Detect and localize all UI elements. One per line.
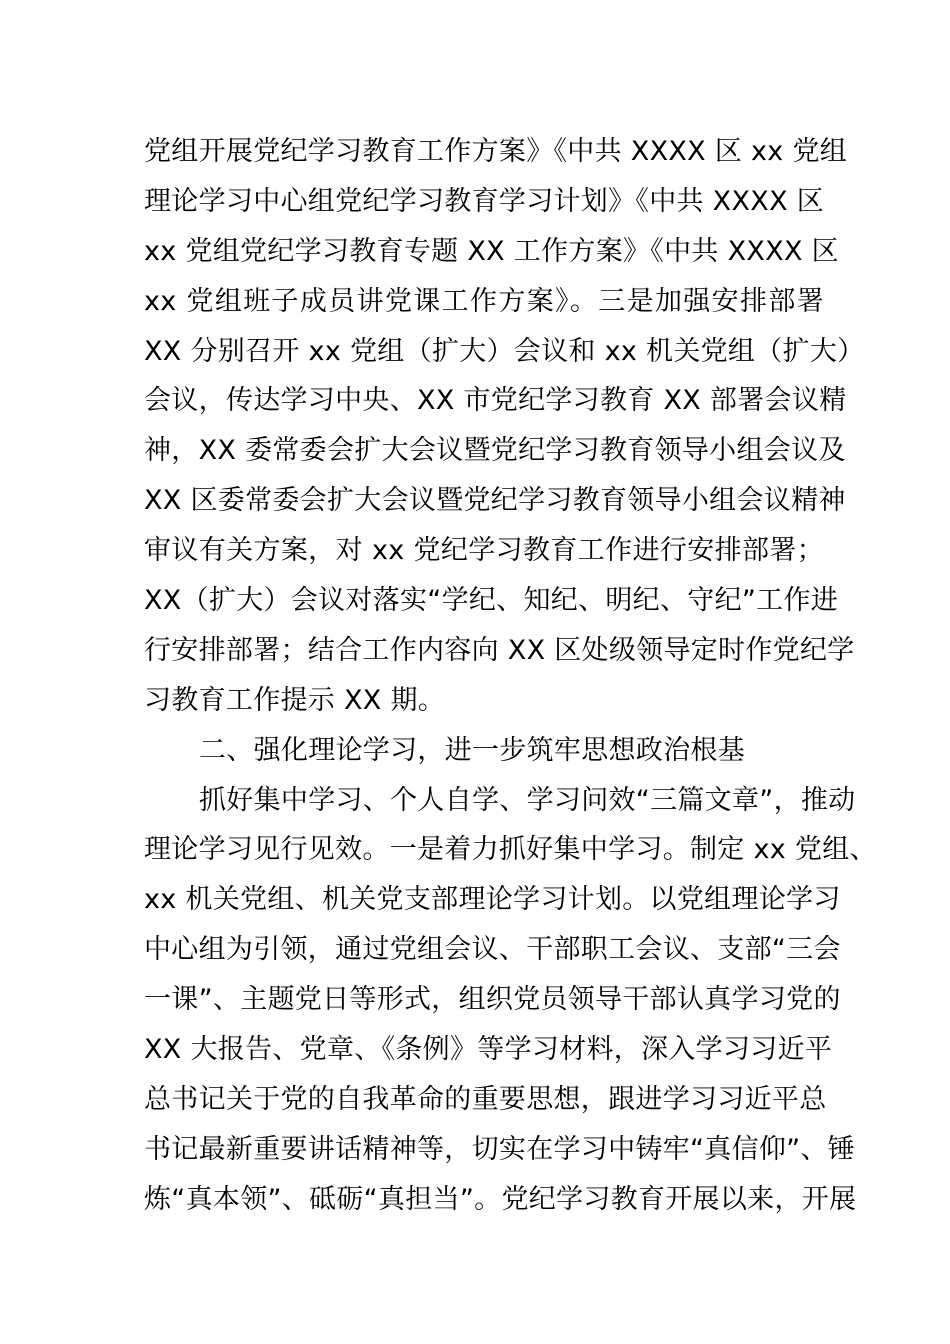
paragraph-2 — [144, 776, 877, 1225]
text-line: XX（扩大）会议对落实“学纪、知纪、明纪、守纪”工作进 — [144, 585, 839, 617]
text-line: 习教育工作提示 XX 期。 — [144, 684, 446, 716]
text-line: XX 区委常委会扩大会议暨党纪学习教育领导小组会议精神 — [144, 485, 846, 517]
document-body — [144, 127, 877, 1225]
text-line: XX 分别召开 xx 党组（扩大）会议和 xx 机关党组（扩大） — [144, 335, 865, 367]
text-line: 一课”、主题党日等形式，组织党员领导干部认真学习党的 — [144, 984, 841, 1016]
section-heading: 二、强化理论学习，进一步筑牢思想政治根基 — [199, 734, 745, 766]
text-line: xx 机关党组、机关党支部理论学习计划。以党组理论学习 — [144, 884, 841, 916]
text-line: xx 党组班子成员讲党课工作方案》。三是加强安排部署 — [144, 285, 824, 317]
text-line: 理论学习中心组党纪学习教育学习计划》《中共 XXXX 区 — [144, 185, 825, 217]
text-line: 行安排部署；结合工作内容向 XX 区处级领导定时作党纪学 — [144, 634, 855, 666]
text-line: XX 大报告、党章、《条例》等学习材料，深入学习习近平 — [144, 1034, 833, 1066]
text-line: 总书记关于党的自我革命的重要思想，跟进学习习近平总 — [144, 1083, 827, 1115]
text-line: 理论学习见行见效。一是着力抓好集中学习。制定 xx 党组、 — [144, 834, 877, 866]
text-line: 会议，传达学习中央、XX 市党纪学习教育 XX 部署会议精 — [144, 385, 847, 417]
text-line: 书记最新重要讲话精神等，切实在学习中铸牢“真信仰”、锤 — [144, 1133, 856, 1165]
paragraph-1 — [144, 127, 865, 726]
text-line: 炼“真本领”、砥砺“真担当”。党纪学习教育开展以来，开展 — [144, 1183, 857, 1215]
text-line: 党组开展党纪学习教育工作方案》《中共 XXXX 区 xx 党组 — [144, 136, 848, 167]
text-line: 神，XX 委常委会扩大会议暨党纪学习教育领导小组会议及 — [144, 435, 846, 467]
text-line: xx 党组党纪学习教育专题 XX 工作方案》《中共 XXXX 区 — [144, 235, 839, 267]
text-line: 审议有关方案，对 xx 党纪学习教育工作进行安排部署； — [144, 535, 824, 567]
text-line: 中心组为引领，通过党组会议、干部职工会议、支部“三会 — [144, 934, 841, 966]
text-line: 抓好集中学习、个人自学、学习问效“三篇文章”，推动 — [199, 784, 856, 816]
